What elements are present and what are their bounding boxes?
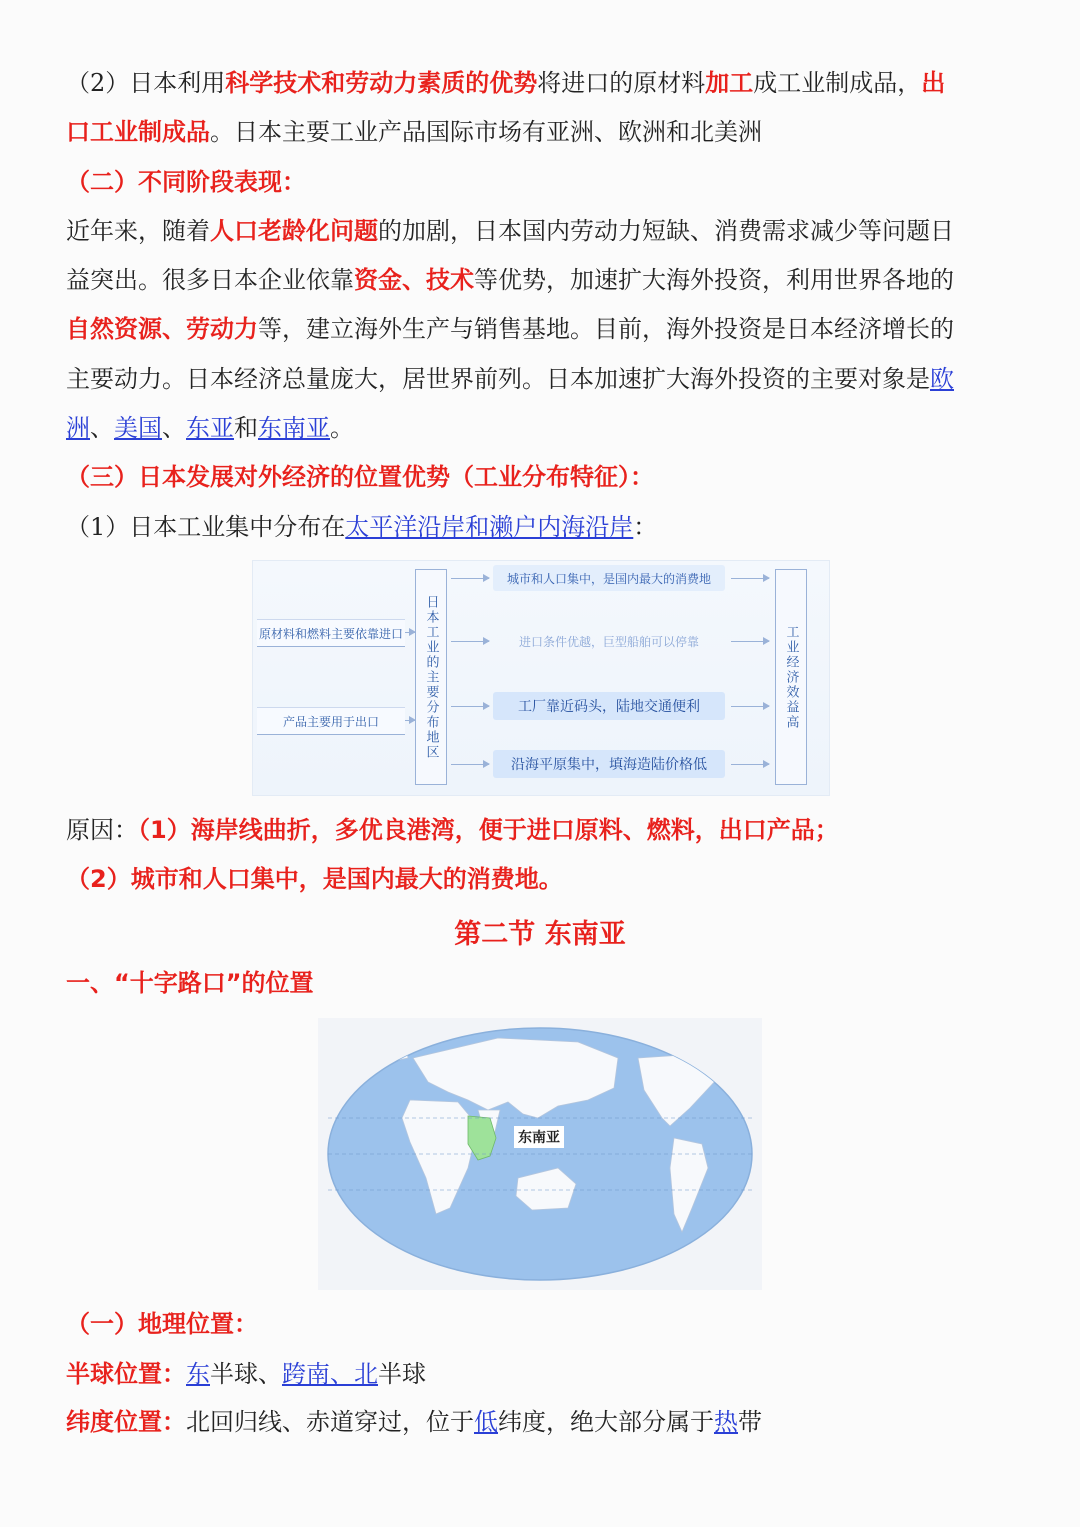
diagram-center-box: 日本工业的主要分布地区: [415, 569, 447, 785]
highlight-blue: 低: [474, 1408, 498, 1436]
highlight-blue: 东南亚: [258, 414, 330, 442]
text: 原因：: [66, 816, 138, 844]
arrow: [731, 578, 769, 579]
highlight-red: 自然资源、劳动力: [66, 315, 258, 343]
text: 、: [90, 414, 114, 442]
text: 成工业制成品，: [753, 69, 922, 97]
highlight-blue: 东亚: [186, 414, 234, 442]
highlight-blue: 跨南、北: [282, 1360, 378, 1388]
highlight-red: （1）海岸线曲折，多优良港湾，便于进口原料、燃料，出口产品；: [138, 816, 839, 844]
text: 等，建立海外生产与销售基地。目前，海外投资是日本经济增长的: [258, 315, 954, 343]
arrow: [451, 706, 489, 707]
paragraph-1-line-2: [66, 115, 1020, 149]
highlight-blue: 东: [186, 1360, 210, 1388]
label-red: 纬度位置：: [66, 1408, 186, 1436]
greenland: [378, 1038, 408, 1062]
text: 北回归线、赤道穿过，位于: [186, 1408, 474, 1436]
paragraph-2-line-4: [66, 362, 1020, 396]
hemisphere-line: [66, 1357, 1020, 1391]
diagram-reason-box-2: 进口条件优越，巨型船舶可以停靠: [518, 634, 699, 649]
reason-line-1: [66, 813, 1020, 847]
text: 半球、: [210, 1360, 282, 1388]
diagram-reason-box-1: 城市和人口集中，是国内最大的消费地: [493, 565, 725, 591]
arrow: [731, 764, 769, 765]
industry-distribution-diagram: [252, 560, 830, 796]
highlight-blue: 美国: [114, 414, 162, 442]
highlight-red: 资金、技术: [354, 266, 474, 294]
arrow: [731, 706, 769, 707]
paragraph-2-line-1: [66, 214, 1020, 248]
diagram-reason-box-4: 沿海平原集中，填海造陆价格低: [493, 750, 725, 778]
highlight-blue: 太平洋沿岸和濑户内海沿岸: [345, 513, 634, 541]
highlight-blue: 洲: [66, 414, 90, 442]
heading-2: （二）不同阶段表现：: [66, 168, 306, 196]
arrow: [731, 641, 769, 642]
world-map-svg: [318, 1018, 762, 1290]
highlight-red: 人口老龄化问题: [210, 217, 378, 245]
point-1: [66, 510, 1020, 544]
diagram-reason-box-3: 工厂靠近码头，陆地交通便利: [493, 692, 725, 720]
geo-position-heading: （一）地理位置：: [66, 1310, 258, 1338]
diagram-left-box-1: 原材料和燃料主要依靠进口: [257, 619, 405, 647]
paragraph-2-line-2: [66, 263, 1020, 297]
highlight-red: 口工业制成品: [66, 118, 210, 146]
diagram-right-box: 工业经济效益高: [775, 569, 807, 785]
text: 、: [162, 414, 186, 442]
label-red: 半球位置：: [66, 1360, 186, 1388]
map-label: 东南亚: [518, 1130, 560, 1146]
highlight-blue: 热: [714, 1408, 738, 1436]
text: 半球: [378, 1360, 426, 1388]
highlight-red: 出: [921, 69, 946, 97]
text: 益突出。很多日本企业依靠: [66, 266, 354, 294]
arrow: [451, 578, 489, 579]
latitude-line: [66, 1405, 1020, 1439]
text: 纬度，绝大部分属于: [498, 1408, 714, 1436]
text: 和: [234, 414, 258, 442]
text: 带: [738, 1408, 762, 1436]
subheading-crossroads: 一、“十字路口”的位置: [66, 969, 314, 997]
text: 近年来，随着: [66, 217, 210, 245]
world-map: [318, 1018, 762, 1290]
text: 主要动力。日本经济总量庞大，居世界前列。日本加速扩大海外投资的主要对象是: [66, 365, 930, 393]
arrow: [405, 720, 415, 721]
highlight-blue: 欧: [930, 365, 954, 393]
text: （1）日本工业集中分布在: [66, 513, 346, 541]
paragraph-2-line-3: [66, 312, 1020, 346]
text: （2）日本利用: [66, 69, 226, 97]
highlight-red: 科学技术和劳动力素质的优势: [225, 69, 538, 97]
text: 。: [330, 414, 354, 442]
arrow: [405, 632, 415, 633]
text: 等优势，加速扩大海外投资，利用世界各地的: [474, 266, 954, 294]
heading-3: （三）日本发展对外经济的位置优势（工业分布特征）：: [66, 463, 654, 491]
text: 将进口的原材料: [537, 69, 706, 97]
arrow: [451, 764, 489, 765]
text: 的加剧，日本国内劳动力短缺、消费需求减少等问题日: [378, 217, 954, 245]
text: ：: [633, 513, 658, 541]
paragraph-1-line-1: [66, 66, 1020, 100]
section-title: 第二节 东南亚: [454, 919, 626, 950]
highlight-red: 加工: [705, 69, 754, 97]
paragraph-2-line-5: [66, 411, 1020, 445]
diagram-left-box-2: 产品主要用于出口: [257, 707, 405, 735]
reason-line-2: （2）城市和人口集中，是国内最大的消费地。: [66, 865, 563, 893]
arrow: [451, 641, 489, 642]
text: 。日本主要工业产品国际市场有亚洲、欧洲和北美洲: [210, 118, 762, 146]
